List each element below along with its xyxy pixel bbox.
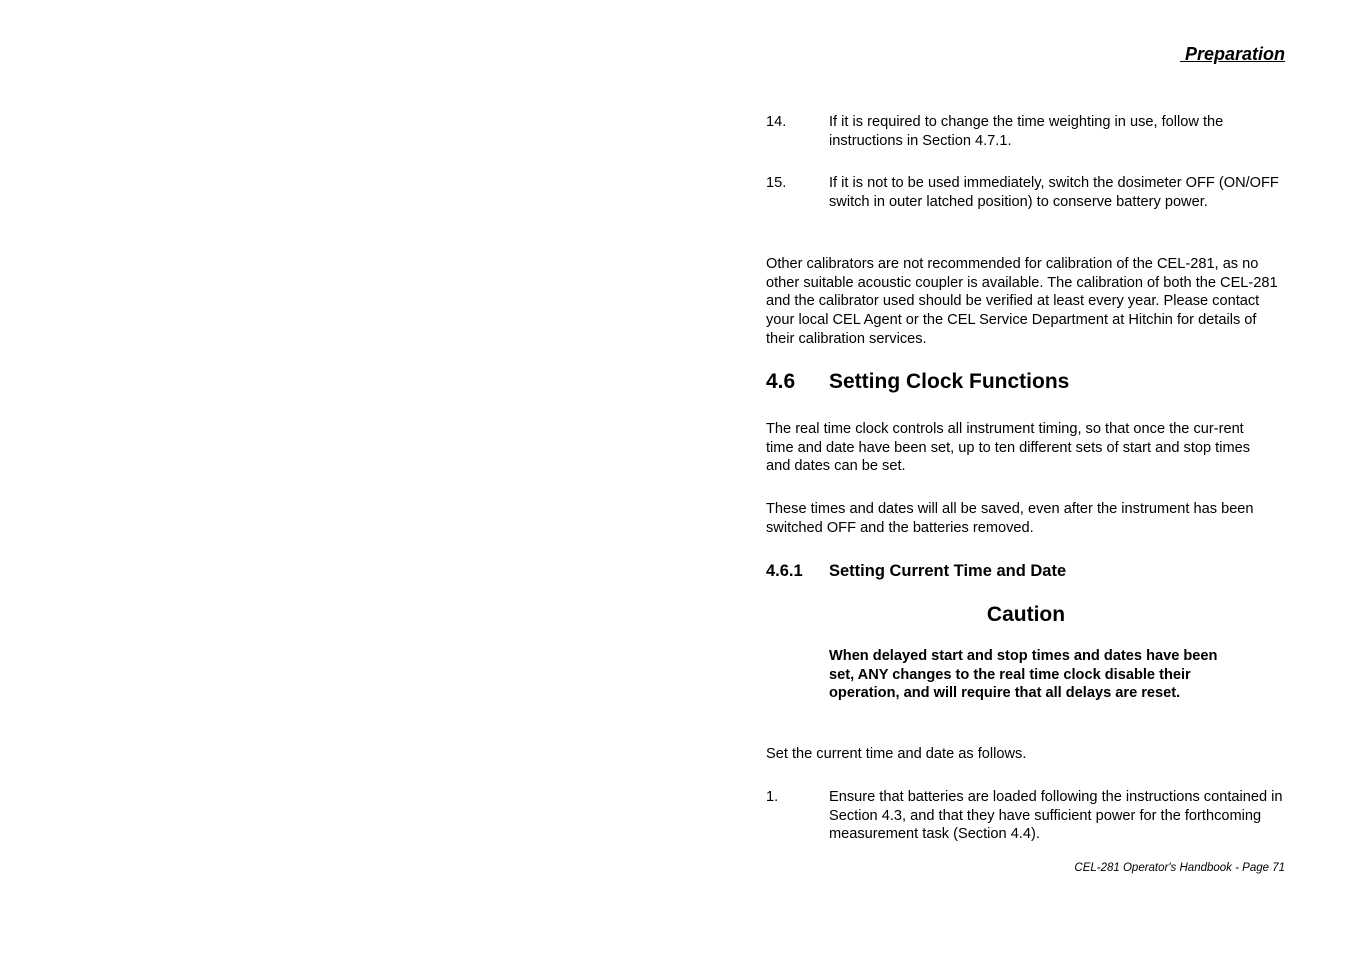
page-footer: CEL-281 Operator's Handbook - Page 71 <box>1074 862 1285 874</box>
list-item-number: 1. <box>766 789 779 805</box>
list-item-text: Ensure that batteries are loaded following the instructions contained in Section 4.3, and that they have sufficient power for the forthcoming measurement task (Section 4.4). <box>829 789 1283 843</box>
list-item-1 <box>766 788 1286 844</box>
subsection-title: Setting Current Time and Date <box>829 562 1067 580</box>
paragraph-set-current: Set the current time and date as follows. <box>766 746 1027 762</box>
section-heading <box>766 370 1069 394</box>
list-item-text: If it is not to be used immediately, switch the dosimeter OFF (ON/OFF switch in outer latched position) to conserve battery power. <box>829 175 1279 210</box>
subsection-number: 4.6.1 <box>766 562 803 580</box>
paragraph-clock-intro: The real time clock controls all instrument timing, so that once the cur-rent time and date have been set, up to ten different sets of start and stop times and dates can be set. <box>766 421 1251 475</box>
document-page <box>766 0 1286 954</box>
list-item-text: If it is required to change the time weighting in use, follow the instructions in Section 4.7.1. <box>829 114 1224 149</box>
list-item-15 <box>766 174 1286 211</box>
caution-title: Caution <box>986 603 1066 626</box>
section-title: Setting Clock Functions <box>829 370 1070 393</box>
section-number: 4.6 <box>766 370 796 393</box>
paragraph-calibrators: Other calibrators are not recommended for calibration of the CEL-281, as no other suitable acoustic coupler is available. The calibration of both the CEL-281 and the calibrator used should be verified at least every year. Please contact your local CEL Agent or the CEL Service Department at Hitchin for details of their calibration services. <box>766 256 1278 347</box>
list-item-number: 14. <box>766 114 787 130</box>
running-head: Preparation <box>1179 44 1285 64</box>
paragraph-saved: These times and dates will all be saved, even after the instrument has been switched OFF and the batteries removed. <box>766 501 1254 536</box>
caution-text: When delayed start and stop times and dates have been set, ANY changes to the real time clock disable their operation, and will require that all delays are reset. <box>829 648 1218 702</box>
subsection-heading <box>766 562 1066 581</box>
list-item-14 <box>766 113 1286 150</box>
list-item-number: 15. <box>766 175 787 191</box>
